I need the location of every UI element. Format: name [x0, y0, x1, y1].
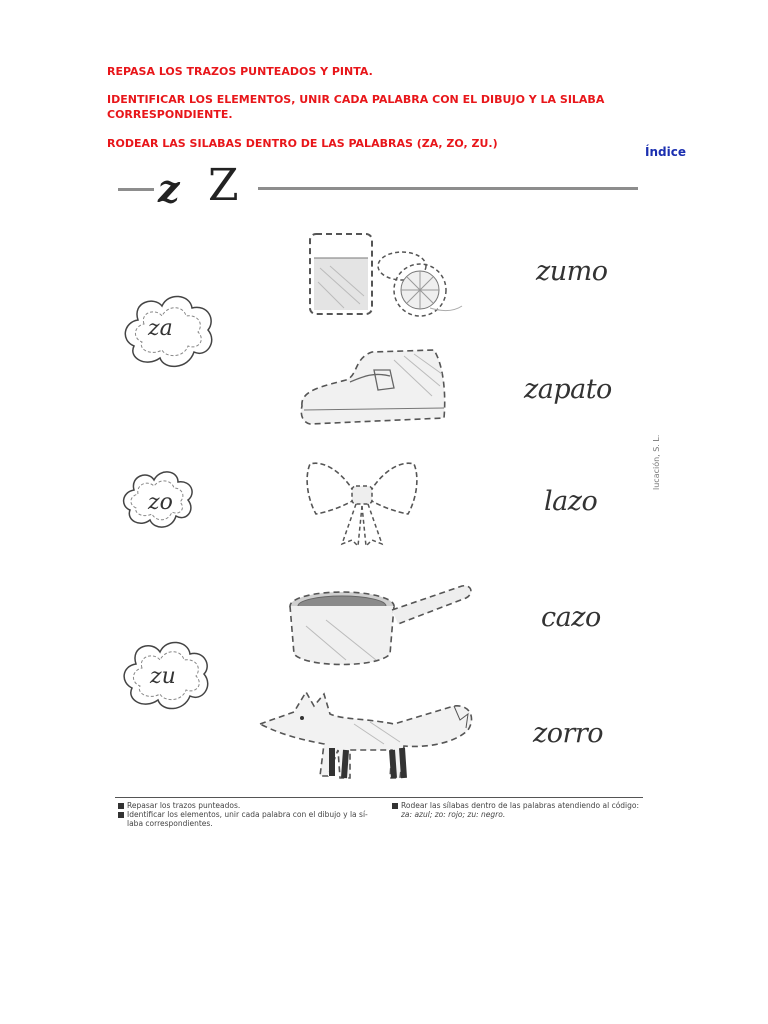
bullet-square-icon	[118, 803, 124, 809]
footer-left-line-2: Identificar los elementos, unir cada palabra con el dibujo y la sí-	[127, 810, 368, 819]
juice-glass-lemon-icon	[300, 228, 465, 320]
syllable-zu: zu	[150, 664, 176, 689]
footer-left-line-3: laba correspondientes.	[127, 819, 213, 828]
instruction-identify: IDENTIFICAR LOS ELEMENTOS, UNIR CADA PALABRA CON EL DIBUJO Y LA SILABA CORRESPONDIENTE.	[107, 93, 605, 121]
instruction-trace: REPASA LOS TRAZOS PUNTEADOS Y PINTA.	[107, 65, 373, 78]
header-rule-right	[258, 187, 638, 190]
syllable-za: za	[148, 316, 173, 341]
footer-left	[118, 801, 378, 828]
instruction-circle: RODEAR LAS SILABAS DENTRO DE LAS PALABRAS (ZA, ZO, ZU.)	[107, 137, 498, 150]
index-link[interactable]: Índice	[645, 145, 686, 159]
word-zapato: zapato	[524, 374, 612, 405]
fox-icon	[254, 684, 480, 784]
footer-rule	[115, 797, 643, 798]
upper-z-letter: Z	[208, 160, 239, 211]
footer-right	[392, 801, 648, 819]
bullet-square-icon	[392, 803, 398, 809]
saucepan-icon	[286, 576, 476, 668]
word-cazo: cazo	[541, 602, 601, 633]
shoe-icon	[294, 346, 454, 432]
word-zumo: zumo	[536, 256, 608, 287]
footer-left-line-1: Repasar los trazos punteados.	[127, 801, 241, 810]
footer-right-line-1: Rodear las sílabas dentro de las palabras atendiendo al código:	[401, 801, 639, 810]
bullet-square-icon	[118, 812, 124, 818]
lower-z-letter: z	[158, 166, 180, 211]
bow-icon	[302, 456, 422, 548]
word-zorro: zorro	[533, 718, 604, 749]
footer-right-line-2: za: azul; zo: rojo; zu: negro.	[401, 810, 506, 819]
header-rule-left	[118, 188, 154, 191]
word-lazo: lazo	[544, 486, 598, 517]
syllable-zo: zo	[148, 490, 173, 515]
publisher-note: lucación, S. L.	[652, 434, 661, 490]
